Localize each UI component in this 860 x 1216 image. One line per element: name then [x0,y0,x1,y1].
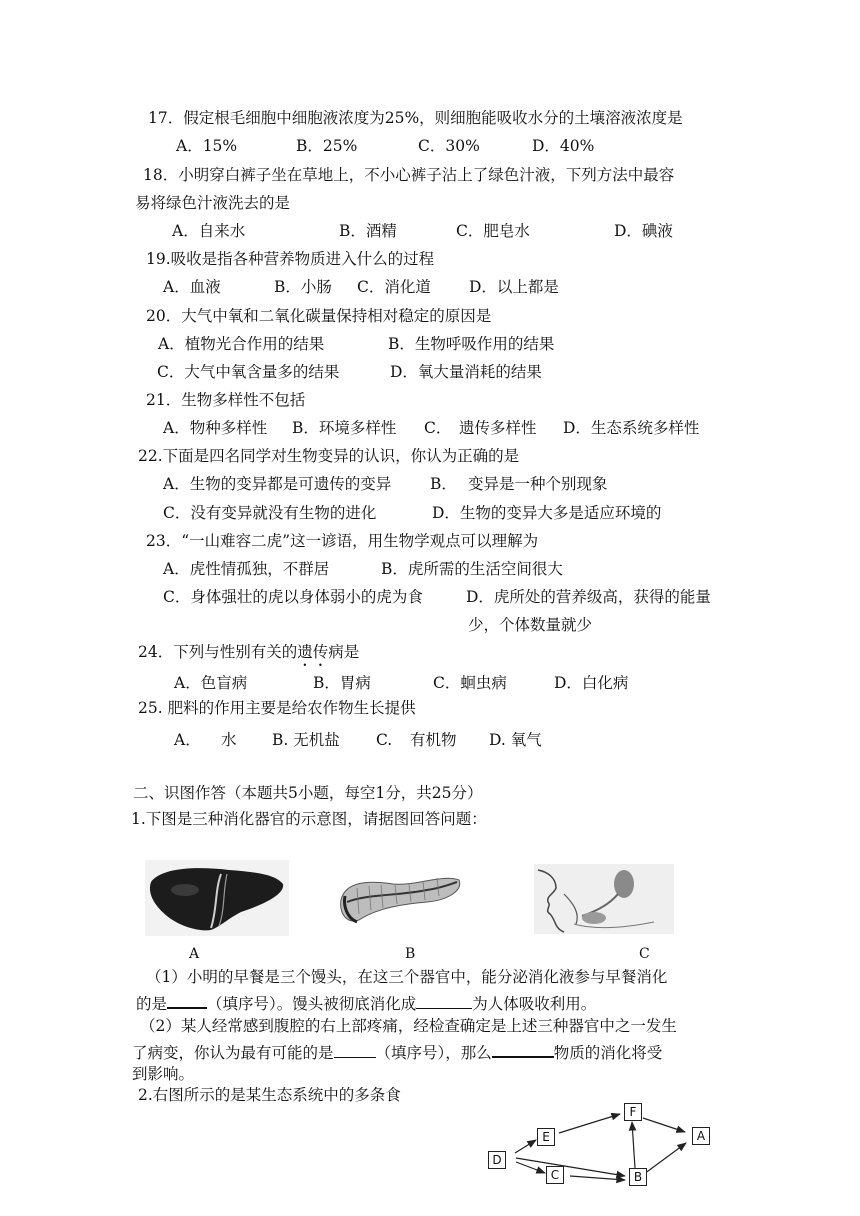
q21-stem: 21．生物多样性不包括 [146,391,306,409]
q24-option-c: C．蛔虫病 [433,674,507,692]
q22-option-c: C．没有变异就没有生物的进化 [163,504,377,522]
q17-stem: 17．假定根毛细胞中细胞液浓度为25%，则细胞能吸收水分的土壤溶液浓度是 [148,109,683,127]
food-web-node-a: A [692,1127,710,1145]
q21-option-d: D．生态系统多样性 [563,419,700,437]
q21-option-c-letter: C． [424,419,452,437]
q24-option-d: D．白化病 [554,674,629,692]
q18-stem-line2: 易将绿色汁液洗去的是 [135,194,291,212]
answer-blank-3[interactable] [334,1041,376,1058]
q1-part1-text-b: （填序号）。馒头被彻底消化成 [207,995,417,1013]
section2-q2-stem: 2.右图所示的是某生态系统中的多条食 [138,1086,401,1104]
q19-option-b: B．小肠 [274,278,332,296]
q22-option-a: A．生物的变异都是可遗传的变异 [163,475,392,493]
q24-option-a: A．色盲病 [174,674,248,692]
q1-part1-text-c: 为人体吸收利用。 [472,995,597,1013]
q23-option-d-line2: 少，个体数量就少 [468,616,593,634]
q23-stem: 23．“一山难容二虎”这一谚语，用生物学观点可以理解为 [146,532,539,550]
section2-q1-stem: 1.下图是三种消化器官的示意图，请据图回答问题： [131,810,487,828]
figure-label-a: A [189,946,200,962]
q21-option-c-text: 遗传多样性 [459,419,537,437]
food-web-node-d: D [488,1151,506,1169]
q20-stem: 20．大气中氧和二氧化碳量保持相对稳定的原因是 [146,307,492,325]
q22-option-d: D．生物的变异大多是适应环境的 [432,504,662,522]
q20-option-c: C．大气中氧含量多的结果 [157,363,340,381]
q21-option-b: B．环境多样性 [292,419,397,437]
salivary-gland-image [534,864,674,934]
q25-option-b: B. 无机盐 [272,731,340,749]
q20-option-d: D．氧大量消耗的结果 [390,363,542,381]
q1-part2-line2 [132,1040,662,1063]
q24-stem-emphasis: 遗传 [297,643,329,661]
q23-option-b: B．虎所需的生活空间很大 [381,560,563,578]
q24-option-b: B．胃病 [313,674,371,692]
q19-option-c: C．消化道 [357,278,431,296]
q18-option-a: A．自来水 [172,222,246,240]
q25-option-a-text: 水 [221,731,237,749]
q18-option-c: C．肥皂水 [456,222,530,240]
q19-option-a: A．血液 [163,278,221,296]
q22-stem: 22.下面是四名同学对生物变异的认识，你认为正确的是 [138,447,520,465]
section2-title: 二、识图作答（本题共5小题，每空1分，共25分） [133,784,483,802]
q24-stem-post: 病是 [328,643,360,661]
q1-part2-text-b: （填序号），那么 [375,1044,492,1062]
q25-stem: 25. 肥料的作用主要是给农作物生长提供 [138,699,416,717]
food-web-node-b: B [629,1168,647,1186]
q18-stem-line1: 18．小明穿白裤子坐在草地上，不小心裤子沾上了绿色汁液，下列方法中最容 [143,166,675,184]
q17-option-b: B．25% [296,137,358,155]
q24-stem [138,642,359,670]
q25-option-c-letter: C. [376,731,393,749]
q20-option-a: A．植物光合作用的结果 [158,335,325,353]
answer-blank-2[interactable] [416,992,472,1009]
q23-option-d-line1: D．虎所处的营养级高，获得的能量 [466,588,711,606]
q25-option-a-letter: A． [174,731,201,749]
q1-part2-text-a: 了病变，你认为最有可能的是 [132,1044,334,1062]
figure-label-c: C [639,946,650,962]
q17-option-a: A．15% [176,137,238,155]
food-web-node-f: F [624,1103,642,1121]
q25-option-d: D. 氧气 [489,731,542,749]
q23-option-c: C．身体强壮的虎以身体弱小的虎为食 [163,588,423,606]
q1-part1-line1: （1）小明的早餐是三个馒头，在这三个器官中，能分泌消化液参与早餐消化 [146,968,668,986]
q22-option-b-text: 变异是一种个别现象 [468,475,608,493]
q18-option-d: D．碘液 [614,222,673,240]
q23-option-a: A．虎性情孤独，不群居 [163,560,330,578]
pancreas-image [337,866,465,930]
q1-part2-line3: 到影响。 [132,1065,195,1083]
q17-option-d: D．40% [532,137,595,155]
q19-option-d: D．以上都是 [469,278,559,296]
q20-option-b: B．生物呼吸作用的结果 [388,335,555,353]
q24-stem-pre: 24．下列与性别有关的 [138,643,298,661]
figure-label-b: B [405,946,416,962]
q19-stem: 19.吸收是指各种营养物质进入什么的过程 [146,250,435,268]
q1-part2-text-c: 物质的消化将受 [553,1044,663,1062]
food-web-arrows [480,1094,720,1204]
food-web-node-e: E [537,1128,555,1146]
q18-option-b: B．酒精 [339,222,397,240]
q17-option-c: C．30% [418,137,480,155]
liver-image [145,860,289,936]
food-web-node-c: C [546,1166,564,1184]
q1-part2-line1: （2）某人经常感到腹腔的右上部疼痛，经检查确定是上述三种器官中之一发生 [140,1017,677,1035]
answer-blank-4[interactable] [492,1040,554,1058]
q21-option-a: A．物种多样性 [163,419,268,437]
q25-option-c-text: 有机物 [410,731,457,749]
q1-part1-text-a: 的是 [136,995,168,1013]
q22-option-b-letter: B． [430,475,457,493]
answer-blank-1[interactable] [167,991,207,1009]
q1-part1-line2 [136,991,596,1014]
